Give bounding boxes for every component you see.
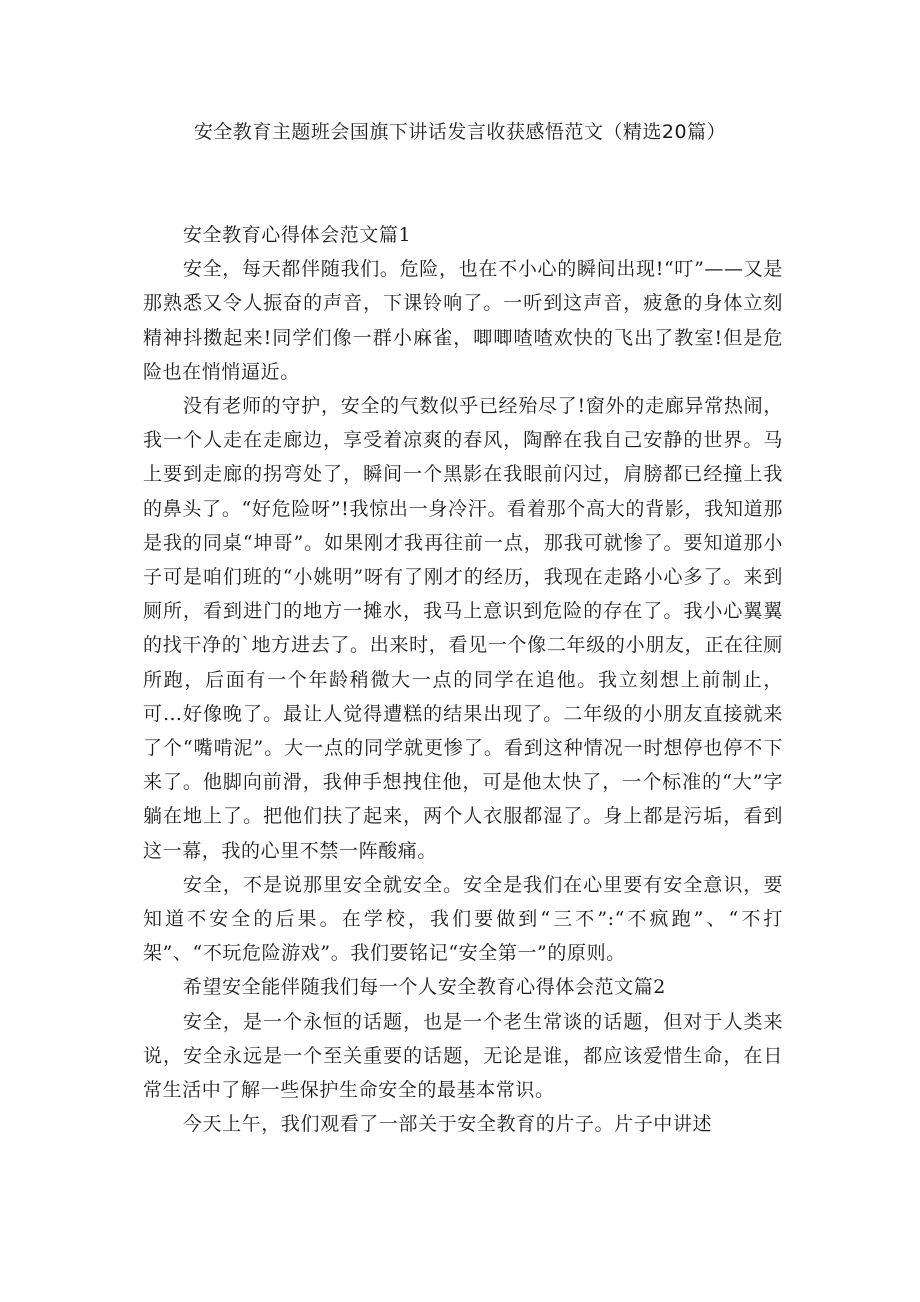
paragraph: 今天上午，我们观看了一部关于安全教育的片子。片子中讲述 — [182, 1113, 713, 1136]
paragraph: 没有老师的守护，安全的气数似乎已经殆尽了!窗外的走廊异常热闹，我一个人走在走廊边，享受着凉爽的春风，陶醉在我自己安静的世界。马上要到走廊的拐弯处了，瞬间一个黑影在我眼前闪过，肩膀都已经撞上我的鼻头了。“好危险呀”!我惊出一身冷汗。看着那个高大的背影，我知道那是我的同桌“坤哥”。如果刚才我再往前一点，那我可就惨了。要知道那小子可是咱们班的“小姚明”呀有了刚才的经历，我现在走路小心多了。来到厕所，看到进门的地方一摊水，我马上意识到危险的存在了。我小心翼翼的找干净的`地方进去了。出来时，看见一个像二年级的小朋友，正在往厕所跑，后面有一个年龄稍微大一点的同学在追他。我立刻想上前制止，可…好像晚了。最让人觉得遭糕的结果出现了。二年级的小朋友直接就来了个“嘴啃泥”。大一点的同学就更惨了。看到这种情况一时想停也停不下来了。他脚向前滑，我伸手想拽住他，可是他太快了，一个标准的“大”字躺在地上了。把他们扶了起来，两个人衣服都湿了。身上都是污垢，看到这一幕，我的心里不禁一阵酸痛。 — [143, 395, 783, 862]
document-title: 安全教育主题班会国旗下讲话发言收获感悟范文（精选20篇） — [193, 121, 727, 143]
document-body — [143, 218, 783, 1141]
section-heading: 安全教育心得体会范文篇1 — [182, 224, 412, 246]
paragraph: 安全，是一个永恒的话题，也是一个老生常谈的话题，但对于人类来说，安全永远是一个至关重要的话题，无论是谁，都应该爱惜生命，在日常生活中了解一些保护生命安全的最基本常识。 — [143, 1010, 783, 1102]
paragraph: 安全，每天都伴随我们。危险，也在不小心的瞬间出现!“叮”——又是那熟悉又令人振奋的声音，下课铃响了。一听到这声音，疲惫的身体立刻精神抖擞起来!同学们像一群小麻雀，唧唧喳喳欢快的飞出了教室!但是危险也在悄悄逼近。 — [143, 258, 783, 383]
section-heading: 希望安全能伴随我们每一个人安全教育心得体会范文篇2 — [182, 976, 666, 999]
paragraph: 安全，不是说那里安全就安全。安全是我们在心里要有安全意识，要知道不安全的后果。在学校，我们要做到“三不”:“不疯跑”、“不打架”、“不玩危险游戏”。我们要铭记“安全第一”的原则。 — [143, 873, 783, 965]
